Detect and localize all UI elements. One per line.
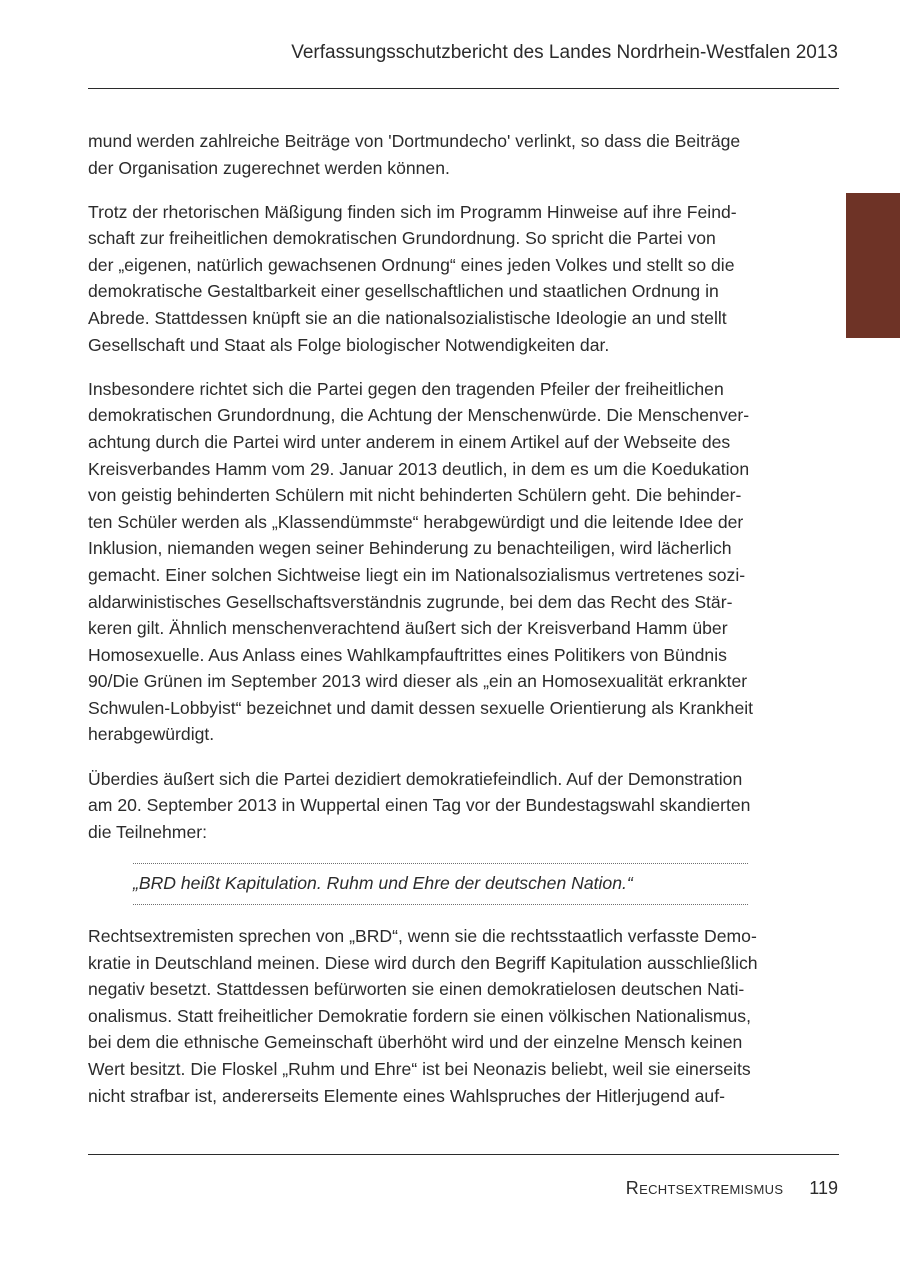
text-line: am 20. September 2013 in Wuppertal einen Tag vor der Bundestagswahl skandierten — [88, 795, 751, 816]
running-header-title: Verfassungsschutzbericht des Landes Nordrhein-Westfalen 2013 — [291, 42, 838, 63]
text-line: Kreisverbandes Hamm vom 29. Januar 2013 deutlich, in dem es um die Koedukation — [88, 458, 750, 479]
text-line: Rechtsextremisten sprechen von „BRD“, wenn sie die rechtsstaatlich verfasste Demo- — [88, 925, 757, 946]
header-rule — [88, 88, 839, 89]
text-line: Schwulen-Lobbyist“ bezeichnet und damit dessen sexuelle Orientierung als Krankheit — [88, 697, 754, 718]
page-footer — [626, 1178, 838, 1199]
text-line: demokratische Gestaltbarkeit einer gesellschaftlichen und staatlichen Ordnung in — [88, 281, 719, 302]
block-quote — [133, 863, 748, 906]
text-line: Abrede. Stattdessen knüpft sie an die nationalsozialistische Ideologie an und stellt — [88, 308, 727, 329]
paragraph-5 — [88, 923, 800, 1109]
text-line: Homosexuelle. Aus Anlass eines Wahlkampfauftrittes eines Politikers von Bündnis — [88, 644, 727, 665]
text-line: keren gilt. Ähnlich menschenverachtend äußert sich der Kreisverband Hamm über — [88, 618, 728, 639]
text-line: der Organisation zugerechnet werden können. — [88, 157, 450, 178]
paragraph-2 — [88, 199, 800, 359]
text-line: gemacht. Einer solchen Sichtweise liegt ein im Nationalsozialismus vertretenes sozi- — [88, 564, 746, 585]
text-line: negativ besetzt. Stattdessen befürworten sie einen demokratielosen deutschen Nati- — [88, 979, 745, 1000]
quote-text: „BRD heißt Kapitulation. Ruhm und Ehre der deutschen Nation.“ — [133, 872, 633, 893]
text-line: herabgewürdigt. — [88, 724, 215, 745]
text-line: schaft zur freiheitlichen demokratischen Grundordnung. So spricht die Partei von — [88, 228, 716, 249]
text-line: der „eigenen, natürlich gewachsenen Ordnung“ eines jeden Volkes und stellt so die — [88, 254, 735, 275]
text-line: Wert besitzt. Die Floskel „Ruhm und Ehre“ ist bei Neonazis beliebt, weil sie einerseits — [88, 1058, 751, 1079]
text-line: onalismus. Statt freiheitlicher Demokratie fordern sie einen völkischen Nationalismus, — [88, 1005, 751, 1026]
text-line: Inklusion, niemanden wegen seiner Behinderung zu benachteiligen, wird lächerlich — [88, 538, 732, 559]
page-body — [88, 128, 800, 1127]
text-line: ten Schüler werden als „Klassendümmste“ herabgewürdigt und die leitende Idee der — [88, 511, 744, 532]
text-line: 90/Die Grünen im September 2013 wird dieser als „ein an Homosexualität erkrankter — [88, 671, 748, 692]
footer-rule — [88, 1154, 839, 1155]
text-line: aldarwinistisches Gesellschaftsverständnis zugrunde, bei dem das Recht des Stär- — [88, 591, 733, 612]
text-line: Gesellschaft und Staat als Folge biologischer Notwendigkeiten dar. — [88, 334, 610, 355]
text-line: Insbesondere richtet sich die Partei gegen den tragenden Pfeiler der freiheitlichen — [88, 378, 724, 399]
text-line: demokratischen Grundordnung, die Achtung der Menschenwürde. Die Menschenver- — [88, 405, 750, 426]
footer-section-title: Rechtsextremismus — [625, 1178, 784, 1198]
text-line: von geistig behinderten Schülern mit nicht behinderten Schülern geht. Die behinder- — [88, 485, 742, 506]
text-line: mund werden zahlreiche Beiträge von 'Dortmundecho' verlinkt, so dass die Beiträge — [88, 131, 741, 151]
paragraph-4 — [88, 766, 800, 846]
text-line: bei dem die ethnische Gemeinschaft überhöht wird und der einzelne Mensch keinen — [88, 1032, 743, 1053]
page-number: 119 — [809, 1178, 838, 1198]
text-line: Überdies äußert sich die Partei dezidiert demokratiefeindlich. Auf der Demonstration — [88, 768, 743, 789]
text-line: nicht strafbar ist, andererseits Elemente eines Wahlspruches der Hitlerjugend auf- — [88, 1085, 725, 1106]
paragraph-1 — [88, 128, 800, 181]
text-line: kratie in Deutschland meinen. Diese wird durch den Begriff Kapitulation ausschließlich — [88, 952, 758, 973]
text-line: Trotz der rhetorischen Mäßigung finden sich im Programm Hinweise auf ihre Feind- — [88, 201, 737, 222]
chapter-tab-marker — [846, 193, 900, 338]
text-line: die Teilnehmer: — [88, 821, 207, 842]
text-line: achtung durch die Partei wird unter anderem in einem Artikel auf der Webseite des — [88, 431, 731, 452]
paragraph-3 — [88, 376, 800, 748]
